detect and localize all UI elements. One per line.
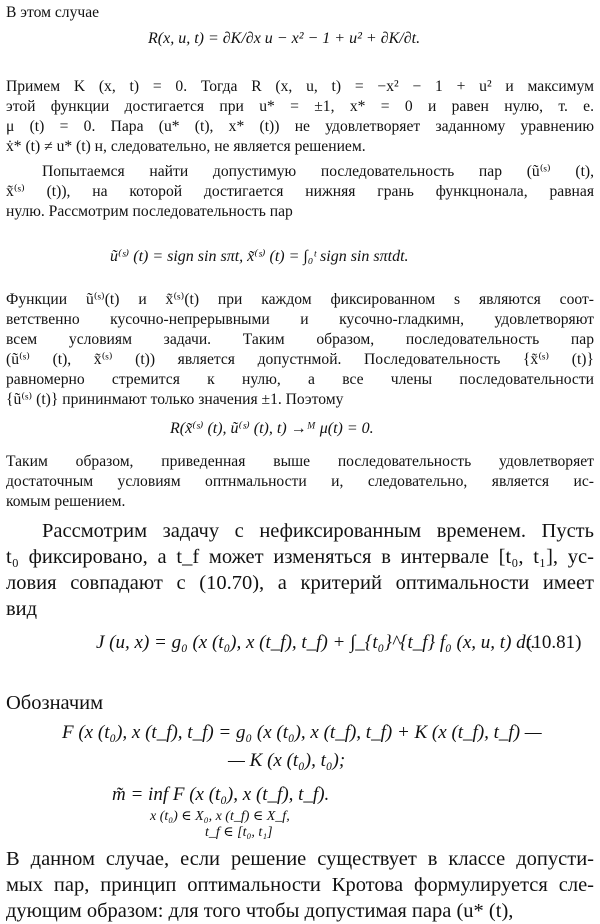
text-line: t₀ фиксировано, а t_f может изменяться в интервале [t₀, t₁], ус- <box>6 546 594 568</box>
text-line: дующим образом: для того чтобы допустимая пара (u* (t), <box>6 900 514 922</box>
formula-limit: R(x̃⁽ˢ⁾ (t), ũ⁽ˢ⁾ (t), t) →ᴹ μ(t) = 0. <box>170 420 374 437</box>
formula-J: J (u, x) = g₀ (x (t₀), x (t_f), t_f) + ∫_{t₀}^{t_f} f₀ (x, u, t) dt. <box>96 632 536 653</box>
text-line: В этом случае <box>6 4 100 21</box>
text-line: мых пар, принцип оптимальности Кротова формулируется сле- <box>6 874 594 896</box>
text-line: {ũ⁽ˢ⁾ (t)} прининмают только значения ±1. Поэтому <box>6 391 344 408</box>
text-line: Попытаемся найти допустимую последовательность пар (ũ⁽ˢ⁾ (t), <box>42 163 594 180</box>
text-line: всем условиям задачи. Таким образом, последовательность пар <box>6 331 594 348</box>
text-line: вид <box>6 598 38 620</box>
text-line: (ũ⁽ˢ⁾ (t), x̃⁽ˢ⁾ (t)) является допустнмой. Последовательность {x̃⁽ˢ⁾ (t)} <box>6 351 594 368</box>
text-line: x̃⁽ˢ⁾ (t)), на которой достигается нижняя грань функцнонала, равная <box>6 183 594 200</box>
text-line: Примем K (x, t) = 0. Тогда R (x, u, t) = −x² − 1 + u² и максимум <box>6 78 594 95</box>
text-line: равномерно стремится к нулю, а все члены последовательности <box>6 371 594 388</box>
text-line: этой функции достигается при u* = ±1, x* = 0 и равен нулю, т. е. <box>6 98 594 115</box>
text-line: ветственно кусочно-непрерывными и кусочно-гладкимн, удовлетворяют <box>6 311 594 328</box>
formula-m: m̃ = inf F (x (t₀), x (t_f), t_f). <box>112 784 330 805</box>
text-line: комым решением. <box>6 493 126 510</box>
text-line: ловия совпадают с (10.70), а критерий оптимальности имеет <box>6 572 594 594</box>
formula-F-line2: — K (x (t₀), t₀); <box>228 750 346 771</box>
formula-m-subscript: t_f ∈ [t₀, t₁] <box>205 825 273 840</box>
para-intro <box>6 3 594 23</box>
text-line: Функции ũ⁽ˢ⁾(t) и x̃⁽ˢ⁾(t) при каждом фиксированном s являются соот- <box>6 291 594 308</box>
formula-sequence: ũ⁽ˢ⁾ (t) = sign sin sπt, x̃⁽ˢ⁾ (t) = ∫₀ᵗ sign sin sπtdt. <box>110 248 409 265</box>
text-line: ẋ* (t) ≠ u* (t) н, следовательно, не является решением. <box>6 138 366 155</box>
equation-number: (10.81) <box>526 632 582 653</box>
text-line: μ (t) = 0. Пара (u* (t), x* (t)) не удовлетворяет заданному уравнению <box>6 118 594 135</box>
text-line: нулю. Рассмотрим последовательность пар <box>6 203 293 220</box>
formula-m-subscript: x (t₀) ∈ X₀, x (t_f) ∈ X_f, <box>150 809 290 824</box>
text-line: В данном случае, если решение существует в классе допусти- <box>6 848 594 870</box>
text-line: Рассмотрим задачу с нефиксированным временем. Пусть <box>42 520 594 542</box>
text-line: достаточным условиям оптнмальности и, следовательно, является ис- <box>6 473 594 490</box>
text-line: Обозначим <box>6 692 104 714</box>
text-line: Таким образом, приведенная выше последовательность удовлетворяет <box>6 453 594 470</box>
formula-R: R(x, u, t) = ∂K/∂x u − x² − 1 + u² + ∂K/∂t. <box>148 30 421 47</box>
formula-F-line1: F (x (t₀), x (t_f), t_f) = g₀ (x (t₀), x (t_f), t_f) + K (x (t_f), t_f) — <box>62 722 542 743</box>
